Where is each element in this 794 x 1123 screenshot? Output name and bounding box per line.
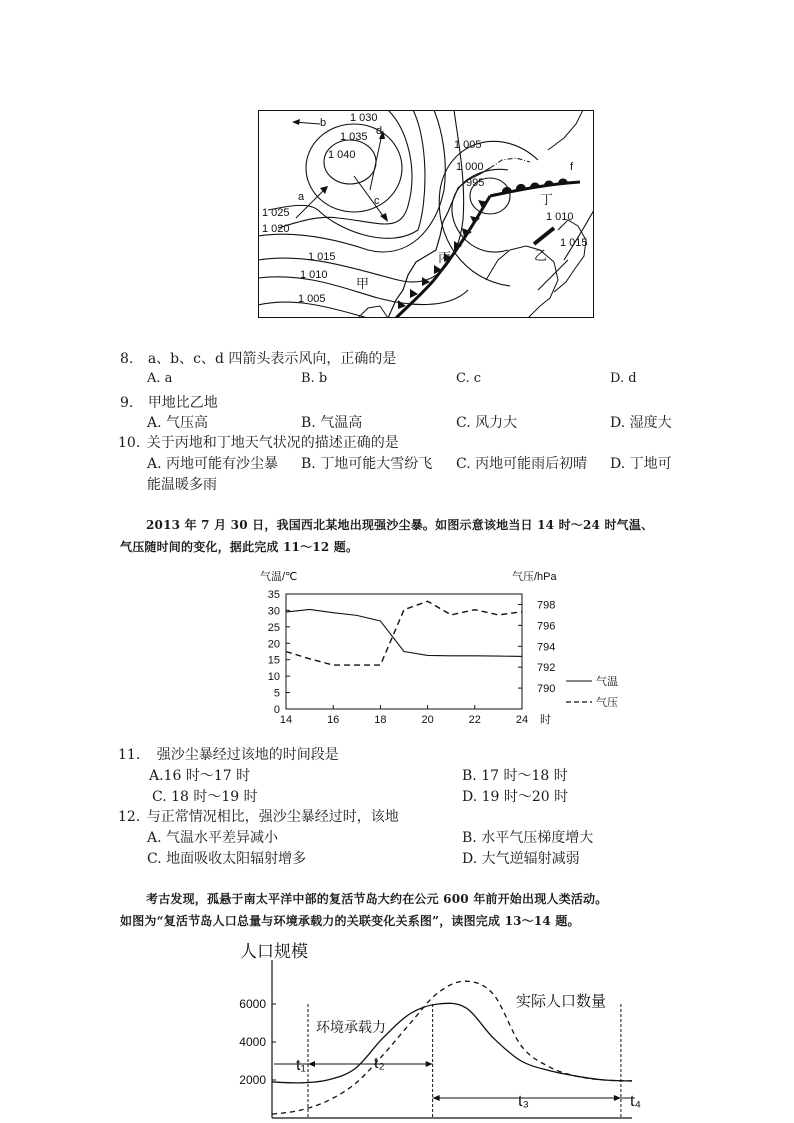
chart-series [286,601,522,665]
intro-paragraph-line: 考古发现，孤悬于南太平洋中部的复活节岛大约在公元 600 年前开始出现人类活动。 [146,892,608,906]
t2-arrowhead [308,1061,315,1067]
option-b[interactable]: B. 水平气压梯度增大 [462,830,594,846]
option-a[interactable]: A. 丙地可能有沙尘暴 [147,456,279,472]
isobar-label: 1 015 [308,251,336,263]
annotation-t3: t₃ [518,1093,529,1110]
y-tick-label-left: 30 [267,605,280,618]
t2-arrowhead [426,1061,433,1067]
annotation-t4: t₄ [630,1093,641,1110]
arrow-label-b: b [320,117,327,129]
option-d[interactable]: D. d [610,371,637,386]
arrow-label-d: d [376,125,383,137]
y-tick-label-right: 790 [537,683,556,696]
option-b[interactable]: B. 气温高 [301,415,363,431]
arrow-label-f: f [570,161,574,173]
t3-arrowhead [614,1095,621,1101]
question-10 [118,432,399,452]
isobar-label: 1 005 [298,293,326,305]
question-number: 12. [118,809,141,825]
option-d[interactable]: D. 大气逆辐射减弱 [462,851,580,867]
option-d[interactable]: D. 湿度大 [610,415,672,431]
x-tick-label: 18 [374,714,387,726]
isobar-label: 1 005 [454,139,482,151]
option-c[interactable]: C. 丙地可能雨后初晴 [456,456,588,472]
intro-paragraph-line: 2013 年 7 月 30 日，我国西北某地出现强沙尘暴。如图示意该地当日 14 时～24 时气温、 [146,518,654,532]
isobar-label: 995 [466,177,485,189]
isobar-label: 1 020 [262,223,290,235]
isobar-label: 1 030 [350,112,378,124]
x-tick-label: 14 [279,714,293,726]
chart-ticks [239,997,276,1087]
isobar-label: 1 010 [546,211,574,223]
y-tick-label: 6000 [239,997,266,1011]
y-tick-label-left: 15 [267,654,280,667]
y-tick-label: 2000 [239,1073,266,1087]
y-tick-label-left: 20 [267,638,280,651]
x-tick-label: 24 [515,714,529,726]
place-yi: 乙 [534,248,548,263]
option-a[interactable]: A. 气温水平差异减小 [147,830,279,846]
option-c[interactable]: C. 地面吸收太阳辐射增多 [147,851,307,867]
weather-map [258,110,594,318]
y-tick-label-left: 10 [267,671,280,684]
option-d-continuation: 能温暖多雨 [147,477,217,493]
y-tick-label-right: 798 [537,599,556,612]
question-number: 10. [118,435,141,451]
isobar-label: 1 015 [560,237,588,249]
place-ding: 丁 [540,192,554,207]
question-number: 11. [118,747,141,763]
question-text: 与正常情况相比，强沙尘暴经过时，该地 [146,809,399,825]
x-tick-label: 22 [468,714,481,726]
y-tick-label-left: 25 [267,621,280,634]
population-chart [232,936,648,1123]
option-b[interactable]: B. 丁地可能大雪纷飞 [301,456,433,472]
question-text: a、b、c、d 四箭头表示风向，正确的是 [147,351,397,367]
series-label-actual-population: 实际人口数量 [516,993,607,1010]
option-d[interactable]: D. 19 时～20 时 [462,789,569,805]
question-8 [120,348,396,368]
question-text: 关于丙地和丁地天气状况的描述正确的是 [146,435,399,451]
intro-paragraph-line: 气压随时间的变化，据此完成 11～12 题。 [120,540,359,554]
x-tick-label: 20 [421,714,434,726]
place-bing: 丙 [438,250,452,265]
temp-pressure-chart [250,566,640,730]
intro-paragraph-line: 如图为“复活节岛人口总量与环境承载力的关联变化关系图”，读图完成 13～14 题。 [120,914,580,928]
y-axis-left-label: 气温/℃ [260,571,298,583]
isobar-label: 1 010 [300,269,328,281]
question-text: 甲地比乙地 [147,395,218,411]
annotation-t1: t₁ [296,1057,306,1074]
question-text: 强沙尘暴经过该地的时间段是 [156,747,339,763]
y-tick-label-left: 5 [273,687,280,700]
option-c[interactable]: C. c [456,371,482,386]
y-axis-right-label: 气压/hPa [512,571,557,583]
question-11 [118,744,339,764]
question-number: 9. [120,395,134,411]
x-tick-label: 16 [327,714,340,726]
legend-label-temperature: 气温 [596,676,618,688]
carrying-capacity-curve [272,1003,632,1083]
temperature-line [286,609,522,656]
question-9 [120,392,218,412]
y-tick-label-left: 35 [267,589,280,601]
annotation-t2: t₂ [374,1055,385,1072]
option-d[interactable]: D. 丁地可 [610,456,672,472]
question-12 [118,806,399,826]
y-tick-label-left: 0 [273,704,280,716]
option-b[interactable]: B. 17 时～18 时 [462,768,568,784]
isobar-label: 1 035 [340,131,368,143]
series-label-carrying-capacity: 环境承载力 [316,1019,386,1035]
y-tick-label-right: 796 [537,620,556,633]
option-a[interactable]: A. 气压高 [147,415,209,431]
option-a[interactable]: A. a [147,371,173,386]
y-tick-label-right: 794 [537,641,556,654]
isobar-label: 1 040 [328,149,356,161]
y-axis-label: 人口规模 [240,942,308,961]
x-axis-label: 时 [540,714,551,726]
arrow-label-a: a [298,191,305,203]
question-number: 8. [120,351,134,367]
y-tick-label-right: 792 [537,662,556,675]
isobar-label: 1 000 [456,161,484,173]
y-tick-label: 4000 [239,1035,266,1049]
option-b[interactable]: B. b [301,371,328,386]
option-c[interactable]: C. 风力大 [456,415,518,431]
place-jia: 甲 [356,276,370,291]
isobar-label: 1 025 [262,207,290,219]
option-a[interactable]: A.16 时～17 时 [149,768,251,784]
legend-label-pressure: 气压 [596,697,618,709]
option-c[interactable]: C. 18 时～19 时 [152,789,258,805]
arrow-label-c: c [374,195,380,207]
t3-arrowhead [433,1095,440,1101]
